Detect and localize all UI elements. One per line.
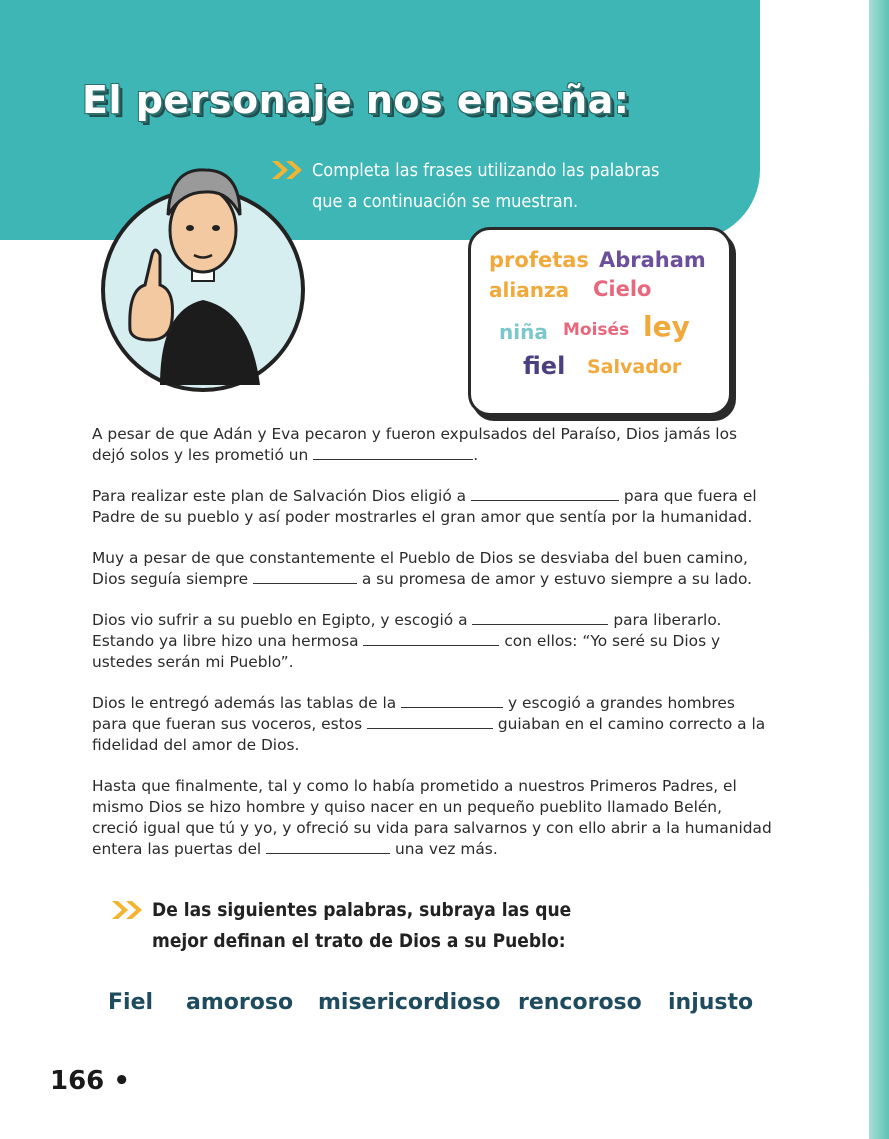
instructions-text: De las siguientes palabras, subraya las que mejor definan el trato de Dios a su Pueblo: bbox=[152, 899, 572, 952]
blank-line[interactable] bbox=[253, 569, 357, 584]
word-bank-item: Salvador bbox=[587, 356, 682, 378]
fill-in-paragraphs bbox=[92, 424, 772, 880]
paragraph: Dios le entregó además las tablas de la y escogió a grandes hombres para que fueran sus voceros, estos guiaban en el camino correcto a la fidelidad del amor de Dios. bbox=[92, 694, 766, 754]
choice-word[interactable]: rencoroso bbox=[518, 990, 642, 1015]
word-bank-item: Moisés bbox=[563, 320, 630, 340]
word-bank-item: Cielo bbox=[593, 277, 652, 301]
instructions-fill-in bbox=[270, 155, 690, 217]
choice-word[interactable]: amoroso bbox=[186, 990, 294, 1015]
word-bank bbox=[468, 227, 732, 416]
word-bank-item: ley bbox=[643, 310, 690, 343]
blank-line[interactable] bbox=[266, 839, 390, 854]
paragraph: A pesar de que Adán y Eva pecaron y fueron expulsados del Paraíso, Dios jamás los dejó solos y les prometió un . bbox=[92, 425, 738, 464]
choice-word[interactable]: injusto bbox=[668, 990, 754, 1015]
paragraph: Hasta que finalmente, tal y como lo había prometido a nuestros Primeros Padres, el mismo Dios se hizo hombre y quiso nacer en un pequeño pueblito llamado Belén, creció igual que tú y yo, y ofreció su vida para salvarnos y con ello abrir a la humanidad entera las puertas del una vez más. bbox=[92, 777, 772, 858]
paragraph: Muy a pesar de que constantemente el Pueblo de Dios se desviaba del buen camino, Dios seguía siempre a su promesa de amor y estuvo siempre a su lado. bbox=[92, 549, 753, 588]
choice-word[interactable]: Fiel bbox=[108, 990, 154, 1015]
instructions-underline bbox=[110, 895, 630, 957]
choice-word[interactable]: misericordioso bbox=[318, 990, 501, 1015]
word-bank-item: alianza bbox=[489, 278, 570, 302]
paragraph: Para realizar este plan de Salvación Dios eligió a para que fuera el Padre de su pueblo y así poder mostrarles el gran amor que sentía por la humanidad. bbox=[92, 487, 757, 526]
double-chevron-icon bbox=[110, 899, 144, 921]
blank-line[interactable] bbox=[363, 631, 499, 646]
page-number: 166 • bbox=[50, 1066, 130, 1096]
word-bank-item: Abraham bbox=[599, 248, 706, 272]
blank-line[interactable] bbox=[472, 610, 608, 625]
blank-line[interactable] bbox=[313, 445, 473, 460]
blank-line[interactable] bbox=[401, 693, 503, 708]
word-bank-item: profetas bbox=[489, 248, 589, 272]
blank-line[interactable] bbox=[367, 714, 493, 729]
instructions-text: Completa las frases utilizando las palabras que a continuación se muestran. bbox=[312, 160, 660, 212]
page-edge-strip bbox=[869, 0, 889, 1139]
priest-illustration bbox=[100, 160, 310, 395]
word-bank-item: niña bbox=[499, 320, 548, 344]
bullet-dot: • bbox=[104, 1066, 130, 1096]
blank-line[interactable] bbox=[471, 486, 619, 501]
page-title: El personaje nos enseña: bbox=[82, 78, 630, 122]
word-bank-item: fiel bbox=[523, 352, 566, 380]
paragraph: Dios vio sufrir a su pueblo en Egipto, y escogió a para liberarlo. Estando ya libre hizo una hermosa con ellos: “Yo seré su Dios y ustedes serán mi Pueblo”. bbox=[92, 611, 722, 671]
